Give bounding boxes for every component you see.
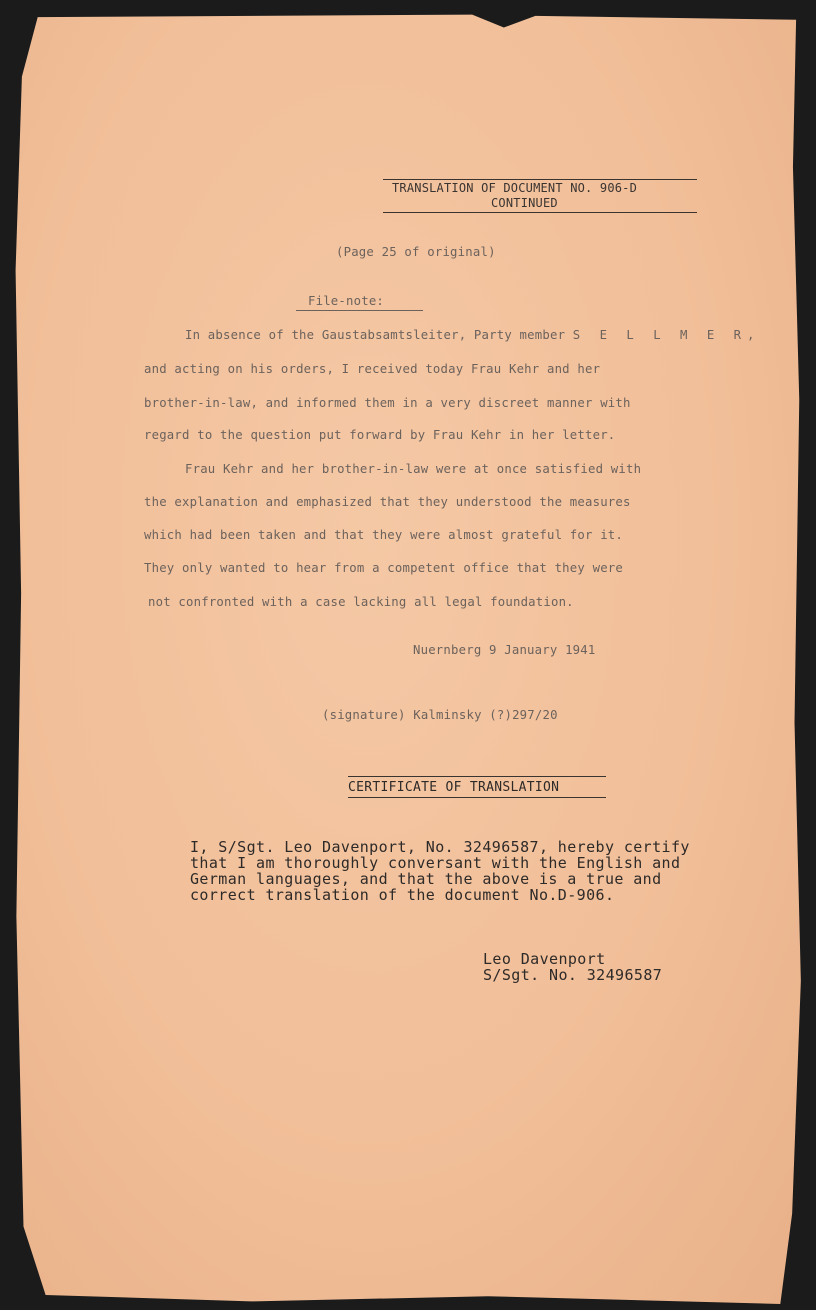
- body-line: regard to the question put forward by Frau Kehr in her letter.: [144, 428, 616, 442]
- document-page: [14, 12, 804, 1304]
- body-text: In absence of the Gaustabsamtsleiter, Party member: [185, 328, 566, 342]
- file-note-heading: File-note:: [308, 294, 385, 308]
- header-rule-top: [383, 179, 697, 180]
- signature-line: (signature) Kalminsky (?)297/20: [322, 708, 558, 722]
- page-reference: (Page 25 of original): [336, 245, 496, 259]
- certificate-heading: CERTIFICATE OF TRANSLATION: [348, 780, 560, 795]
- body-line: not confronted with a case lacking all legal foundation.: [148, 595, 574, 609]
- certificate-text-line: German languages, and that the above is a true and: [190, 870, 662, 888]
- body-line: brother-in-law, and informed them in a very discreet manner with: [144, 396, 631, 410]
- body-line: Frau Kehr and her brother-in-law were at once satisfied with: [185, 462, 642, 476]
- certificate-text-line: that I am thoroughly conversant with the English and: [190, 854, 681, 872]
- signer-rank: S/Sgt. No. 32496587: [483, 966, 663, 984]
- certificate-rule-top: [348, 776, 606, 777]
- body-line: [185, 328, 760, 342]
- header-subtitle: CONTINUED: [491, 196, 558, 210]
- body-line: the explanation and emphasized that they understood the measures: [144, 495, 631, 509]
- certificate-rule-bottom: [348, 797, 606, 798]
- header-title: TRANSLATION OF DOCUMENT NO. 906-D: [392, 181, 638, 195]
- body-line: They only wanted to hear from a competent office that they were: [144, 561, 624, 575]
- file-note-underline: [296, 310, 423, 311]
- name-sellmer: S E L L M E R,: [572, 328, 761, 342]
- body-line: which had been taken and that they were almost grateful for it.: [144, 528, 624, 542]
- certificate-text-line: correct translation of the document No.D-906.: [190, 886, 615, 904]
- body-line: and acting on his orders, I received today Frau Kehr and her: [144, 362, 601, 376]
- header-rule-bottom: [383, 212, 697, 213]
- date-line: Nuernberg 9 January 1941: [413, 643, 596, 657]
- signer-name: Leo Davenport: [483, 950, 606, 968]
- certificate-text-line: I, S/Sgt. Leo Davenport, No. 32496587, hereby certify: [190, 838, 690, 856]
